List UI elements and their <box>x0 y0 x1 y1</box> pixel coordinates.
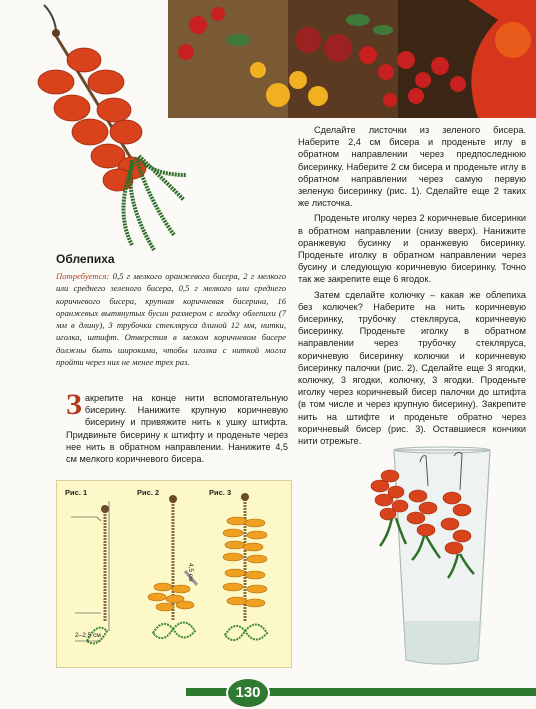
beading-diagram <box>56 480 292 668</box>
leaf-dimension-label: 2–2,5 см <box>75 632 101 639</box>
instruction-paragraph: Сделайте листочки из зеленого бисера. Наберите 2,4 см бисера и проденьте иглу в обратном направлении через предпоследнюю бисеринку. Наберите 2 см бисера и проденьте иглу в обратном направлении через самую первую зеленую бисеринку (рис. 1). Сделайте еще 2 таких же листочка. <box>298 125 526 209</box>
materials-label: Потребуется: <box>56 271 110 281</box>
fig1-drawing <box>71 501 109 643</box>
earrings-in-glass-photo <box>362 446 512 668</box>
instruction-start <box>66 388 288 465</box>
fig1-label: Рис. 1 <box>65 488 88 497</box>
fig2-label: Рис. 2 <box>137 488 160 497</box>
page-number: 130 <box>226 677 270 709</box>
fig3-label: Рис. 3 <box>209 488 232 497</box>
sea-buckthorn-earring-photo <box>14 0 189 260</box>
stem-dimension-label: 4,5 см <box>187 563 194 582</box>
instructions-column <box>298 124 526 450</box>
materials-list <box>56 270 286 368</box>
fig3-drawing <box>223 493 267 640</box>
instruction-start-text: акрепите на конце нити вспомогательную бисерину. Нанижите крупную коричневую бисерину и привяжите нить к ушку штифта. Придвиньте бисерину к штифту и проденьте через нее нить в обратном направлении. Нанижите 4,5 см мелкого коричневого бисера. <box>66 393 288 465</box>
recipe-title: Облепиха <box>56 252 115 266</box>
instruction-paragraph: Затем сделайте колючку – какая же облепиха без колючек? Наберите на нить коричневую бисеринку, трубочку стекляруса, коричневую бисеринку. Проденьте иголку в обратном направлении через трубочку стекляруса, коричневую бисеринку колючки и коричневую бисеринку палочки (рис. 2). Сделайте еще 3 ягодки, колючку, 3 ягодки, колючку, 3 ягодки. Проденьте иголку через коричневый бисер палочки до штифта (в том числе и через крупную бисерину). Закрепите нить на штифте и проденьте обратно через коричневый бисер (рис. 3). Оставшиеся кончики нити отрежьте. <box>298 289 526 447</box>
drop-cap: З <box>66 388 82 421</box>
jewelry-banner-photo <box>168 0 536 118</box>
materials-text: 0,5 г мелкого оранжевого бисера, 2 г мелкого или среднего зеленого бисера, 0,5 г мелкого или среднего коричневого бисера, крупная коричневая бисерина, 16 оранжевых вытянутых бусин размером с ягодку облепихи (7 мм в длину), 3 трубочки стекляруса длиной 12 мм, нитки, иголка, штифт. Отверстия в мелком коричневом бисере должны быть широкими, чтобы иголка с ниткой могла пройти через них не менее трех раз. <box>56 271 286 368</box>
instruction-paragraph: Проденьте иголку через 2 коричневые бисеринки в обратном направлении (снизу вверх). Нанижите оранжевую бусинку и оранжевую бисеринку. Проденьте иголку в обратном направлении через бусину и следующую коричневую бисеринку. Точно так же закрепите еще 6 ягодок. <box>298 213 526 285</box>
